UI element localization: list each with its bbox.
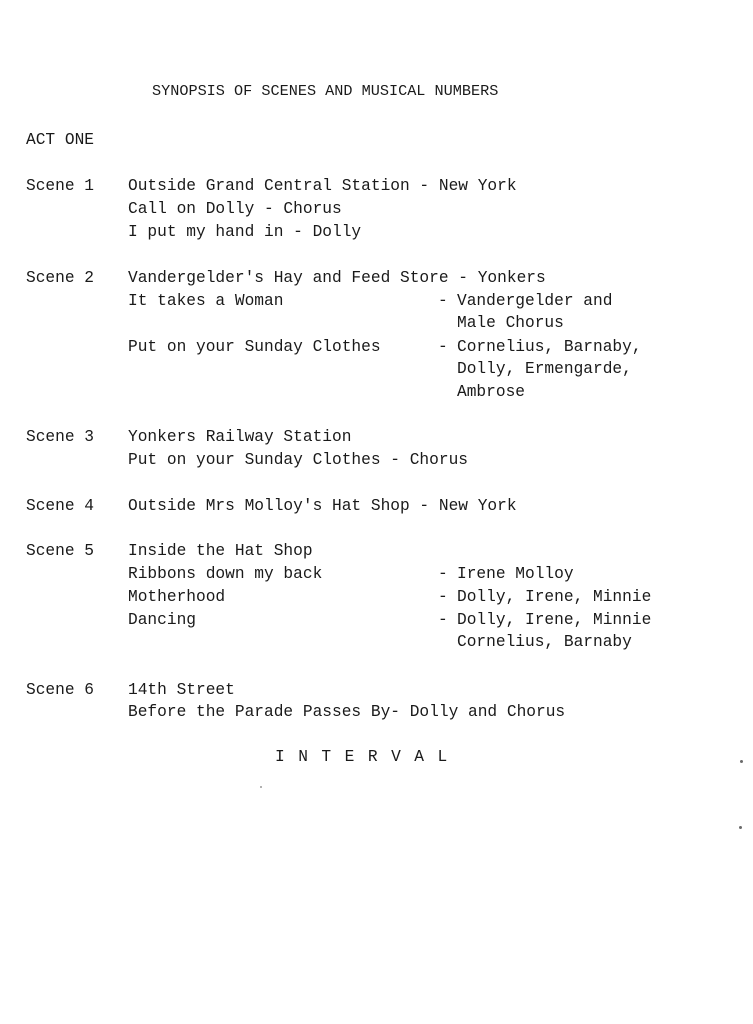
performers: Male Chorus xyxy=(457,314,564,332)
song-title: Motherhood xyxy=(128,588,226,606)
scan-speck xyxy=(740,760,743,763)
performers: Irene Molloy xyxy=(457,565,574,583)
scene-location: 14th Street xyxy=(128,681,235,699)
separator-dash: - xyxy=(438,565,448,583)
scan-speck xyxy=(260,786,262,788)
scene-location: Yonkers Railway Station xyxy=(128,428,352,446)
scan-speck xyxy=(739,826,742,829)
scene-label: Scene 1 xyxy=(26,177,94,195)
act-heading: ACT ONE xyxy=(26,131,94,149)
musical-number: I put my hand in - Dolly xyxy=(128,223,362,241)
separator-dash: - xyxy=(438,292,448,310)
musical-number: Before the Parade Passes By- Dolly and Chorus xyxy=(128,703,566,721)
scene-label: Scene 2 xyxy=(26,269,94,287)
separator-dash: - xyxy=(438,338,448,356)
scene-label: Scene 4 xyxy=(26,497,94,515)
performers: Ambrose xyxy=(457,383,525,401)
musical-number: Put on your Sunday Clothes - Chorus xyxy=(128,451,468,469)
scene-location: Outside Grand Central Station - New York xyxy=(128,177,517,195)
page-title: SYNOPSIS OF SCENES AND MUSICAL NUMBERS xyxy=(152,82,499,100)
song-title: It takes a Woman xyxy=(128,292,284,310)
scene-label: Scene 5 xyxy=(26,542,94,560)
interval-heading: INTERVAL xyxy=(275,748,461,766)
performers: Cornelius, Barnaby xyxy=(457,633,632,651)
scene-label: Scene 6 xyxy=(26,681,94,699)
scene-location: Inside the Hat Shop xyxy=(128,542,313,560)
separator-dash: - xyxy=(438,611,448,629)
performers: Dolly, Ermengarde, xyxy=(457,360,632,378)
separator-dash: - xyxy=(438,588,448,606)
song-title: Dancing xyxy=(128,611,196,629)
song-title: Ribbons down my back xyxy=(128,565,323,583)
scene-location: Vandergelder's Hay and Feed Store - Yonkers xyxy=(128,269,546,287)
song-title: Put on your Sunday Clothes xyxy=(128,338,381,356)
scene-location: Outside Mrs Molloy's Hat Shop - New York xyxy=(128,497,517,515)
performers: Dolly, Irene, Minnie xyxy=(457,611,652,629)
scene-label: Scene 3 xyxy=(26,428,94,446)
performers: Cornelius, Barnaby, xyxy=(457,338,642,356)
musical-number: Call on Dolly - Chorus xyxy=(128,200,342,218)
performers: Dolly, Irene, Minnie xyxy=(457,588,652,606)
performers: Vandergelder and xyxy=(457,292,613,310)
